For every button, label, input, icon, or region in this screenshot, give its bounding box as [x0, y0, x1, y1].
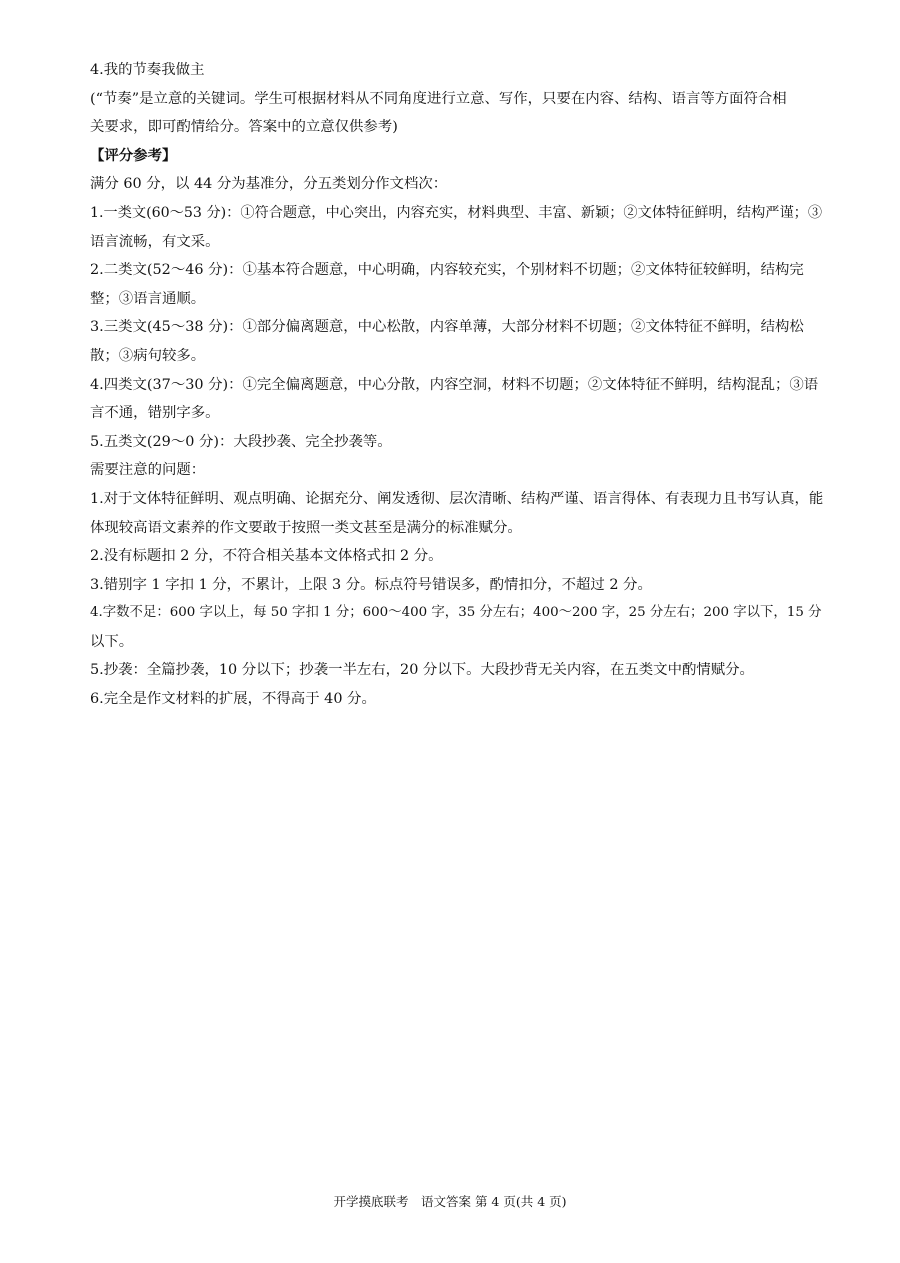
topic-heading: 4.我的节奏我做主 [90, 62, 205, 78]
grade-2-line-2: 整；③语言通顺。 [90, 290, 206, 307]
note-2-line: 2.没有标题扣 2 分，不符合相关基本文体格式扣 2 分。 [90, 548, 443, 565]
notes-heading: 需要注意的问题： [90, 462, 206, 479]
note-4-line-2: 以下。 [90, 633, 134, 650]
scoring-intro: 满分 60 分，以 44 分为基准分，分五类划分作文档次： [90, 176, 448, 193]
topic-note-line-2: 关要求，即可酌情给分。答案中的立意仅供参考) [90, 119, 398, 136]
grade-1-line-1: 1.一类文(60～53 分)：①符合题意，中心突出，内容充实，材料典型、丰富、新颖；②文体特征鲜明，结构严谨；③ [90, 204, 823, 221]
grade-2-line-1: 2.二类文(52～46 分)：①基本符合题意，中心明确，内容较充实，个别材料不切题；②文体特征较鲜明，结构完 [90, 262, 804, 279]
document-body [90, 56, 832, 714]
topic-note-line-1: (“节奏”是立意的关键词。学生可根据材料从不同角度进行立意、写作，只要在内容、结构、语言等方面符合相 [90, 90, 787, 107]
grade-4-line-1: 4.四类文(37～30 分)：①完全偏离题意，中心分散，内容空洞，材料不切题；②文体特征不鲜明，结构混乱；③语 [90, 376, 819, 393]
grade-3-line-2: 散；③病句较多。 [90, 347, 206, 364]
grade-3-line-1: 3.三类文(45～38 分)：①部分偏离题意，中心松散，内容单薄，大部分材料不切题；②文体特征不鲜明，结构松 [90, 319, 804, 336]
grade-4-line-2: 言不通，错别字多。 [90, 405, 220, 422]
note-4-line-1: 4.字数不足：600 字以上，每 50 字扣 1 分；600～400 字，35 分左右；400～200 字，25 分左右；200 字以下，15 分 [90, 605, 822, 621]
note-1-line-2: 体现较高语文素养的作文要敢于按照一类文甚至是满分的标准赋分。 [90, 519, 522, 536]
scoring-reference-heading: 【评分参考】 [90, 146, 177, 164]
grade-5-line: 5.五类文(29～0 分)：大段抄袭、完全抄袭等。 [90, 433, 392, 450]
grade-1-line-2: 语言流畅，有文采。 [90, 233, 220, 250]
note-3-line: 3.错别字 1 字扣 1 分，不累计，上限 3 分。标点符号错误多，酌情扣分，不超过 2 分。 [90, 576, 652, 593]
note-5-line: 5.抄袭：全篇抄袭，10 分以下；抄袭一半左右，20 分以下。大段抄背无关内容，在五类文中酌情赋分。 [90, 662, 754, 679]
note-1-line-1: 1.对于文体特征鲜明、观点明确、论据充分、阐发透彻、层次清晰、结构严谨、语言得体、有表现力且书写认真，能 [90, 490, 824, 507]
page-footer: 开学摸底联考 语文答案 第 4 页(共 4 页) [333, 1194, 567, 1209]
note-6-line: 6.完全是作文材料的扩展，不得高于 40 分。 [90, 691, 376, 708]
